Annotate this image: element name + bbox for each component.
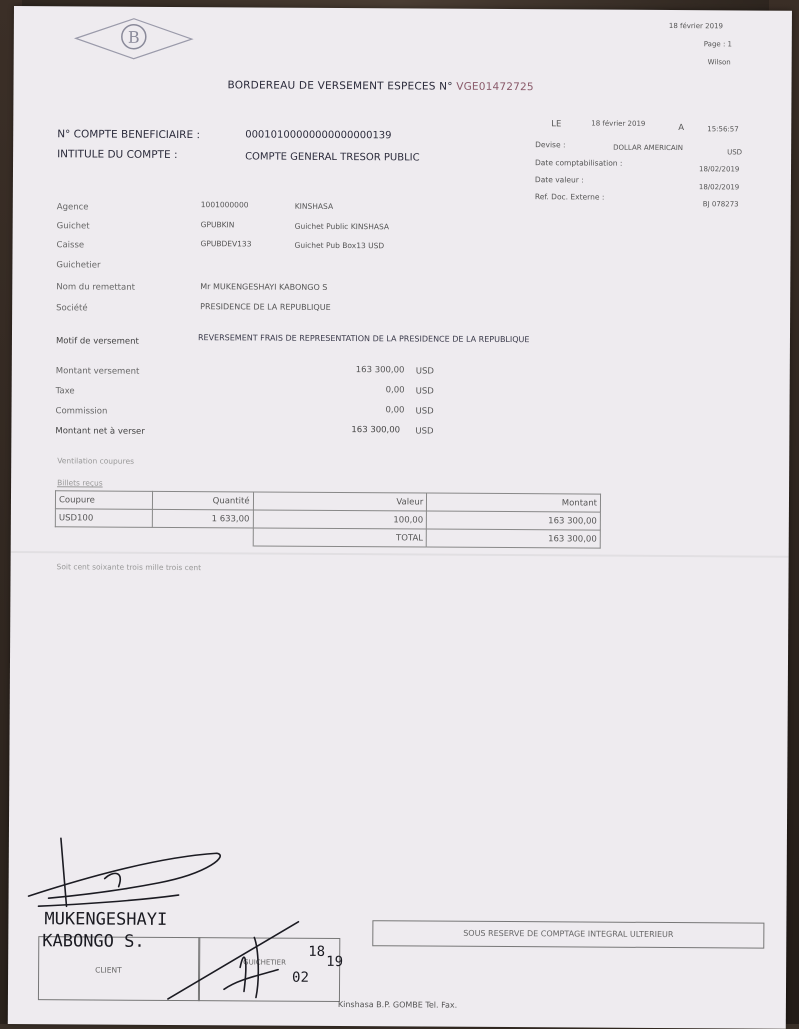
societe-label: Société (56, 303, 88, 314)
handwritten-date-year: 19 (326, 953, 344, 971)
total-label: TOTAL (253, 528, 427, 547)
date-valeur-label: Date valeur : (534, 175, 584, 185)
remettant-label: Nom du remettant (56, 282, 135, 293)
commission-value: 0,00 (385, 405, 405, 416)
taxe-label: Taxe (55, 386, 75, 397)
footer-address: Kinshasa B.P. GOMBE Tel. Fax. (337, 999, 458, 1010)
col-montant: Montant (427, 493, 601, 512)
account-number-label: N° COMPTE BENEFICIAIRE : (57, 128, 201, 142)
guichet-desc: Guichet Public KINSHASA (294, 221, 390, 232)
col-valeur: Valeur (253, 492, 427, 511)
montant-net-label: Montant net à verser (55, 426, 145, 437)
taxe-value: 0,00 (385, 385, 405, 396)
ventilation-label: Ventilation coupures (57, 456, 135, 466)
handwritten-name-line2: KABONGO S. (42, 931, 145, 952)
handwritten-date-day: 18 (308, 943, 326, 960)
guichetier-box-label: GUICHETIER (243, 958, 287, 967)
remettant-value: Mr MUKENGESHAYI KABONGO S (200, 282, 328, 292)
date-valeur-value: 18/02/2019 (698, 183, 740, 192)
montant-versement-value: 163 300,00 (355, 365, 405, 376)
societe-value: PRESIDENCE DE LA REPUBLIQUE (200, 302, 331, 312)
cell-montant: 163 300,00 (427, 511, 601, 530)
commission-label: Commission (55, 406, 108, 417)
ref-label: Ref. Doc. Externe : (534, 192, 605, 202)
caisse-code: GPUBDEV133 (200, 239, 252, 249)
header-page: Page : 1 (703, 40, 733, 49)
montant-net-value: 163 300,00 (351, 425, 401, 436)
montant-versement-cur: USD (415, 366, 434, 377)
title-prefix: BORDEREAU DE VERSEMENT ESPECES N° (227, 79, 453, 93)
amount-in-words: Soit cent soixante trois mille trois cent (56, 562, 202, 573)
motif-label: Motif de versement (55, 336, 139, 347)
caisse-desc: Guichet Pub Box13 USD (294, 240, 385, 251)
motif-value: REVERSEMENT FRAIS DE REPRESENTATION DE LA PRESIDENCE DE LA REPUBLIQUE (197, 333, 530, 345)
reserve-box: SOUS RESERVE DE COMPTAGE INTEGRAL ULTERIEUR (372, 920, 764, 948)
date-compta-label: Date comptabilisation : (535, 158, 623, 168)
guichet-label: Guichet (56, 221, 90, 232)
col-quantite: Quantité (152, 491, 253, 510)
date-compta-value: 18/02/2019 (698, 165, 740, 174)
billets-label: Billets reçus (57, 478, 103, 488)
agence-desc: KINSHASA (294, 201, 334, 211)
caisse-label: Caisse (56, 240, 85, 251)
guichet-code: GPUBKIN (200, 220, 235, 230)
agence-label: Agence (56, 202, 89, 213)
handwritten-date-month: 02 (292, 969, 309, 986)
col-coupure: Coupure (55, 491, 152, 510)
handwritten-signature (8, 6, 792, 1029)
client-label: CLIENT (95, 965, 122, 975)
svg-text:B: B (127, 27, 140, 47)
devise-label: Devise : (535, 140, 566, 150)
title-number: VGE01472725 (456, 80, 534, 94)
account-number-value: 00010100000000000000139 (245, 129, 392, 142)
header-user: Wilson (707, 58, 731, 67)
commission-cur: USD (415, 406, 434, 417)
header-date: 18 février 2019 (668, 22, 724, 31)
cell-coupure: USD100 (55, 509, 152, 528)
receipt-paper (8, 6, 792, 1029)
account-title-value: COMPTE GENERAL TRESOR PUBLIC (245, 151, 420, 164)
montant-net-cur: USD (415, 426, 434, 437)
ref-value: BJ 078273 (702, 200, 739, 209)
cell-valeur: 100,00 (253, 510, 427, 529)
agence-code: 1001000000 (200, 200, 249, 210)
cell-quantite: 1 633,00 (152, 509, 253, 528)
devise-value: DOLLAR AMERICAIN (613, 143, 684, 153)
a-label: A (678, 123, 685, 134)
handwritten-name-line1: MUKENGESHAYI (44, 909, 168, 930)
account-title-label: INTITULE DU COMPTE : (57, 148, 178, 162)
guichetier-label: Guichetier (56, 260, 101, 271)
devise-code: USD (727, 148, 743, 157)
montant-versement-label: Montant versement (55, 366, 140, 377)
time: 15:56:57 (707, 125, 739, 134)
le-label: LE (551, 119, 562, 130)
taxe-cur: USD (415, 386, 434, 397)
le-date: 18 février 2019 (591, 119, 646, 128)
total-value: 163 300,00 (426, 529, 600, 548)
